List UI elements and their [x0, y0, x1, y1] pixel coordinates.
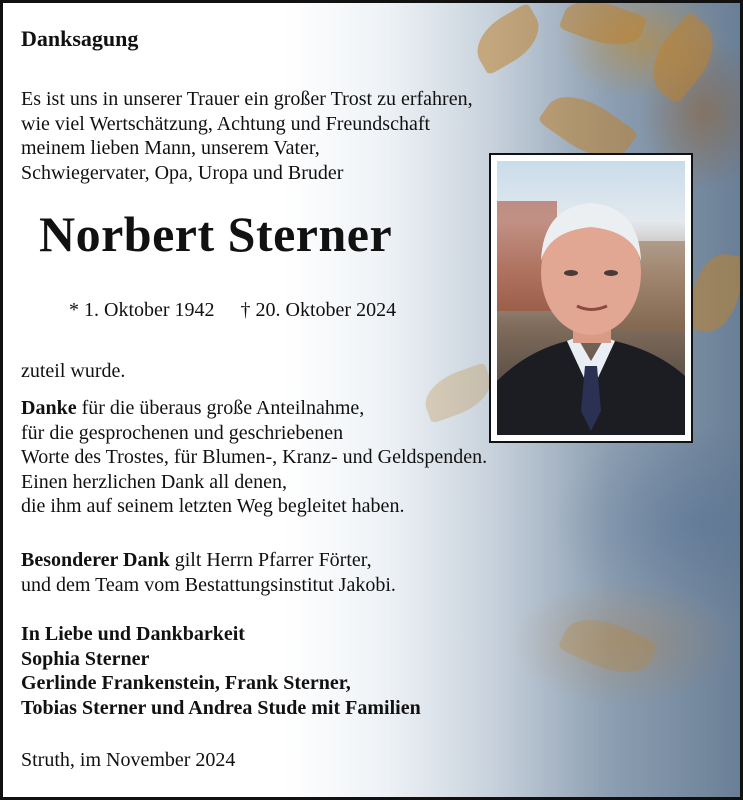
thanks-line: Worte des Trostes, für Blumen-, Kranz- und Geldspenden. [21, 446, 488, 468]
portrait-frame [489, 153, 693, 443]
special-thanks-paragraph [21, 548, 396, 597]
thanks-line: Einen herzlichen Dank all denen, [21, 470, 287, 493]
zuteil-text: zuteil wurde. [21, 360, 126, 382]
portrait-photo [497, 161, 685, 435]
heading: Danksagung [21, 26, 139, 51]
thanks-lead: Danke [21, 397, 77, 419]
thanks-line: die ihm auf seinem letzten Weg begleitet haben. [21, 495, 405, 517]
leaf-decoration [467, 2, 550, 75]
leaf-decoration [557, 606, 658, 686]
special-thanks-line: gilt Herrn Pfarrer Förter, [169, 549, 372, 571]
leaf-decoration [686, 250, 743, 337]
signature-line: Sophia Sterner [21, 647, 150, 670]
portrait-illustration [497, 161, 685, 435]
signature-block [21, 622, 421, 720]
leaf-decoration [638, 11, 728, 104]
thanks-line: für die überaus große Anteilnahme, [76, 397, 365, 419]
thanks-paragraph [21, 396, 487, 519]
intro-line: wie viel Wertschätzung, Achtung und Freundschaft [21, 112, 431, 135]
signature-line: Tobias Sterner und Andrea Stude mit Familien [21, 696, 421, 719]
place-date: Struth, im November 2024 [21, 749, 236, 771]
signature-line: In Liebe und Dankbarkeit [21, 623, 245, 645]
special-thanks-lead: Besonderer Dank [21, 549, 170, 571]
intro-text [21, 87, 473, 185]
birth-date: * 1. Oktober 1942 [69, 299, 215, 321]
death-date: † 20. Oktober 2024 [240, 299, 397, 321]
signature-line: Gerlinde Frankenstein, Frank Sterner, [21, 672, 351, 694]
deceased-name: Norbert Sterner [39, 206, 393, 262]
intro-line: Schwiegervater, Opa, Uropa und Bruder [21, 161, 344, 184]
intro-line: Es ist uns in unserer Trauer ein großer Trost zu erfahren, [21, 88, 473, 110]
intro-line: meinem lieben Mann, unserem Vater, [21, 137, 320, 159]
leaf-decoration [559, 0, 648, 55]
thanks-line: für die gesprochenen und geschriebenen [21, 421, 344, 444]
life-dates [69, 299, 396, 322]
special-thanks-line: und dem Team vom Bestattungsinstitut Jakobi. [21, 573, 396, 596]
